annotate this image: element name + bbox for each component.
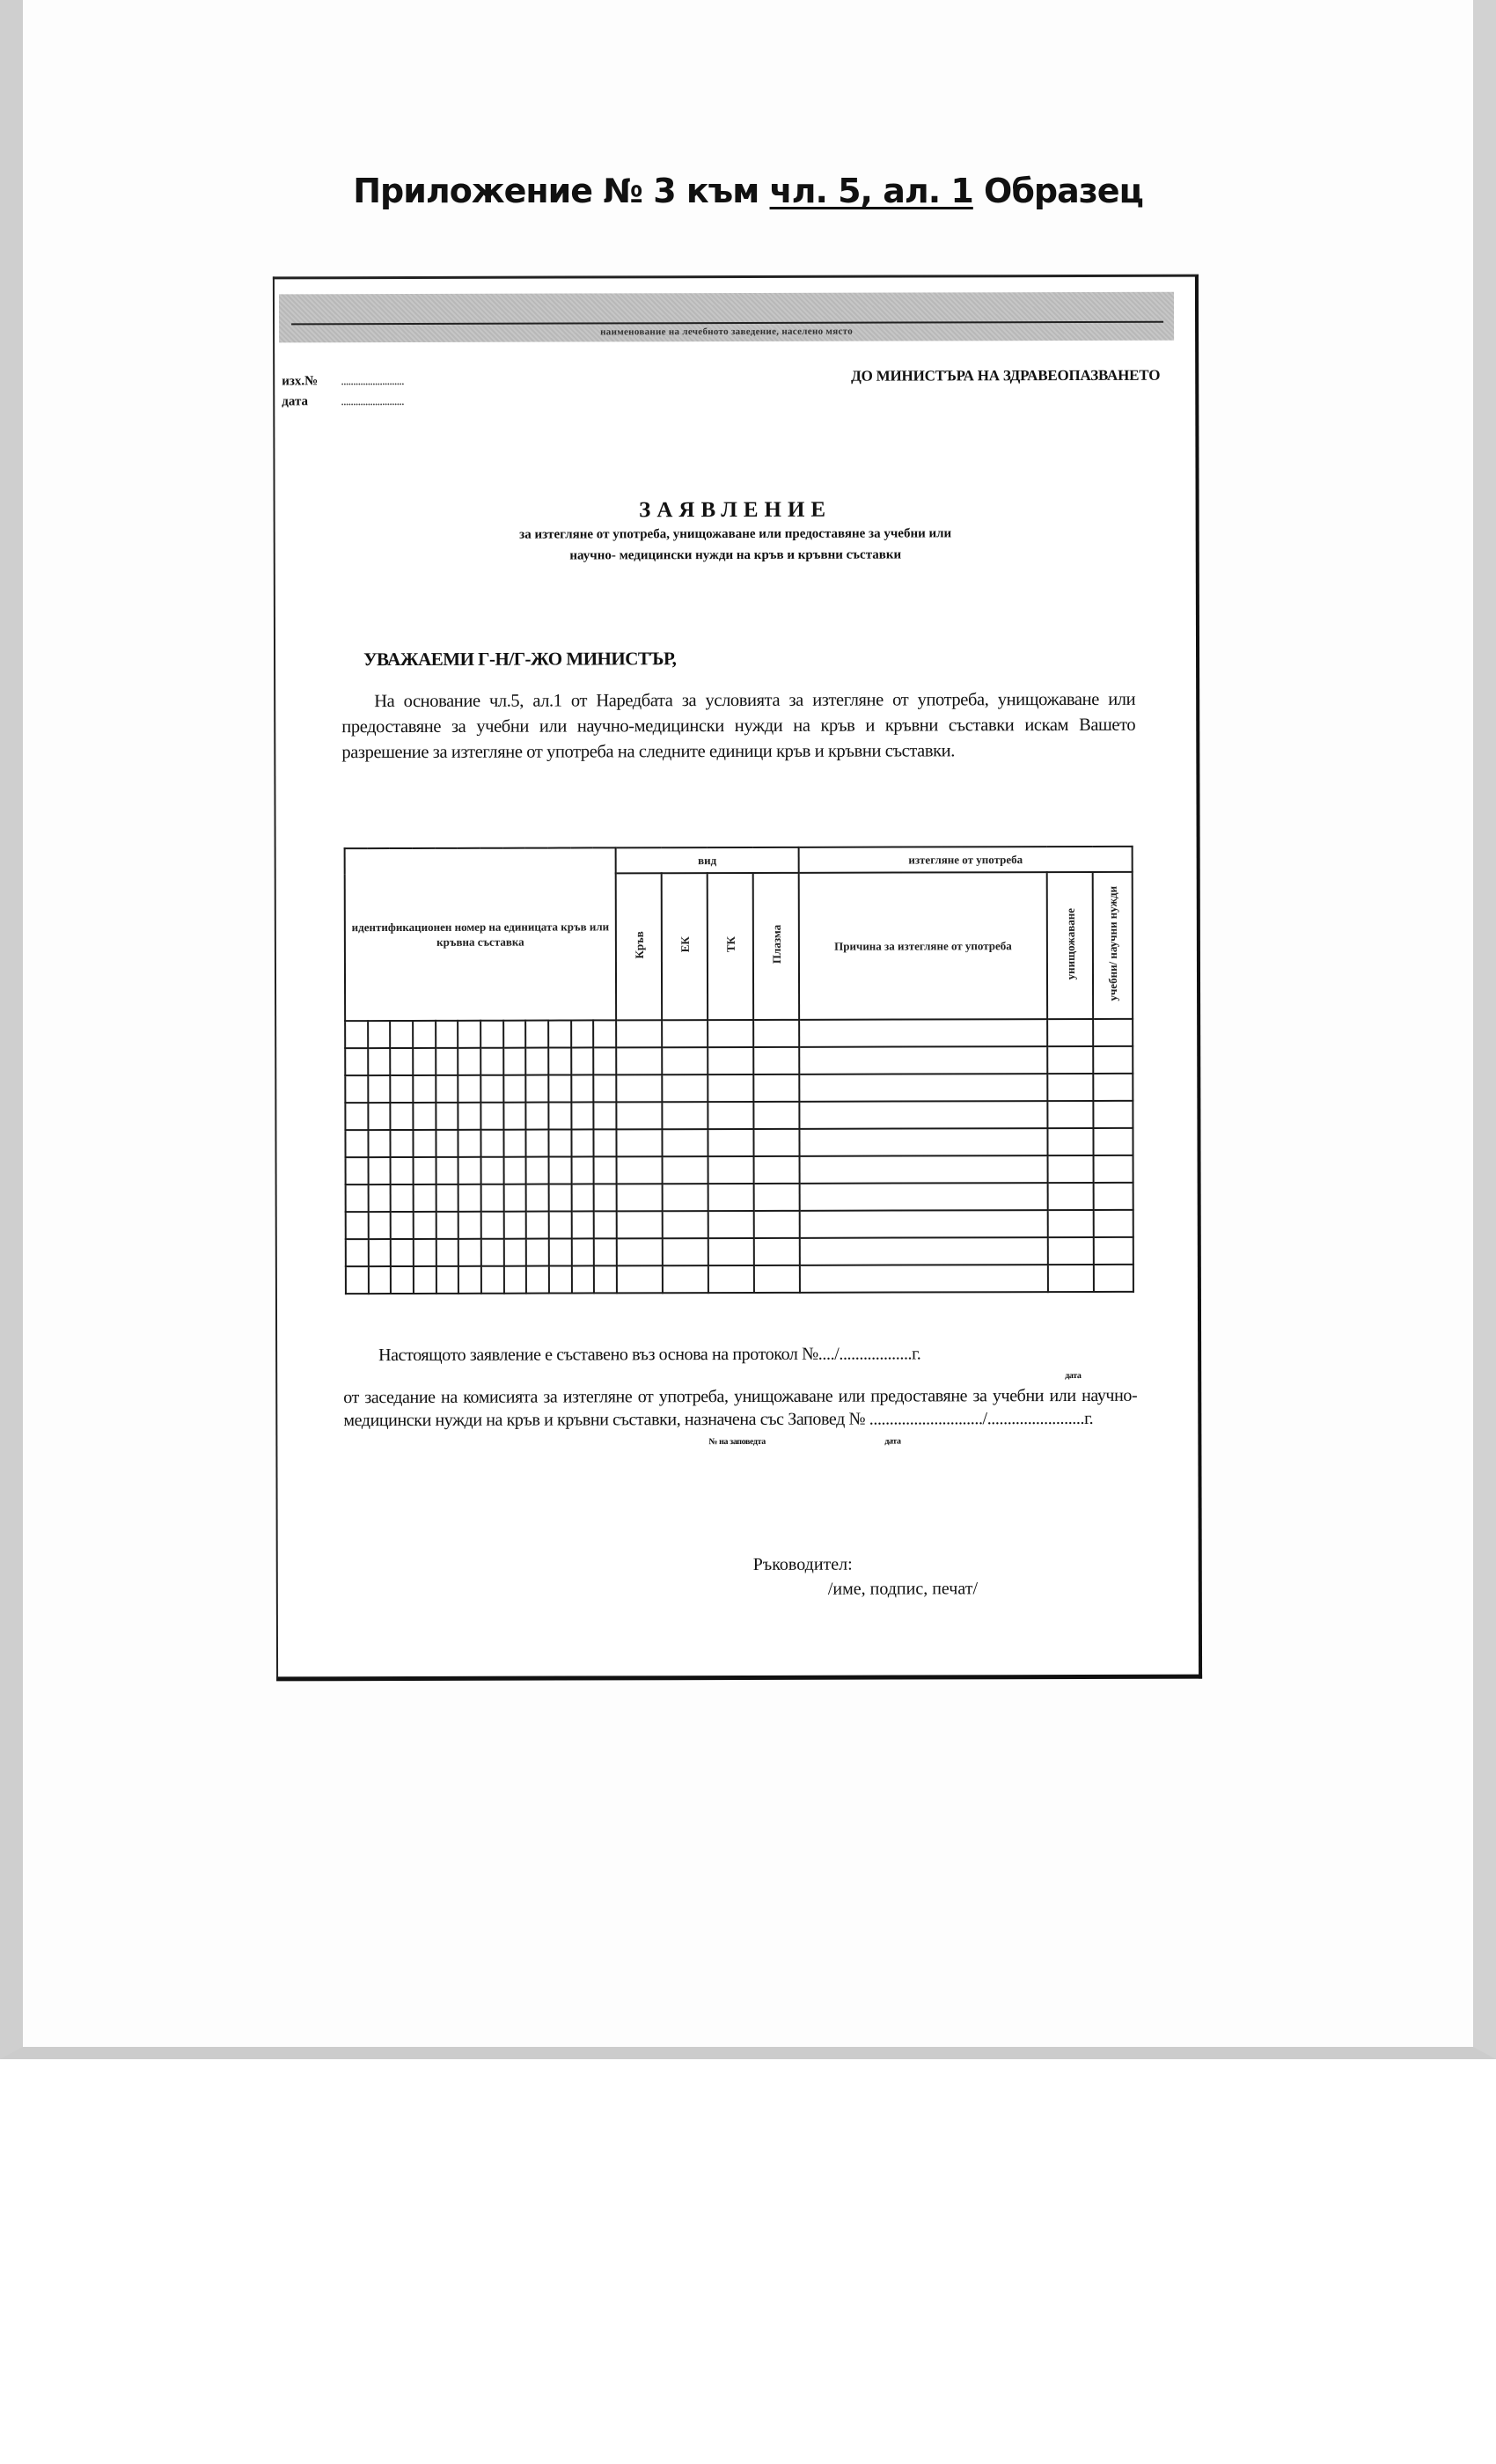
id-digit-cell[interactable] [480,1103,503,1130]
signatory-block [753,1551,978,1602]
type-cell[interactable] [708,1211,754,1238]
reason-cell[interactable] [799,1101,1047,1129]
document-heading [275,497,1196,567]
id-digit-cell[interactable] [526,1103,549,1130]
id-digit-cell[interactable] [480,1130,503,1157]
id-digit-cell[interactable] [480,1157,503,1184]
date-label: дата [282,394,309,409]
id-digit-cell[interactable] [503,1130,526,1157]
id-digit-cell[interactable] [571,1238,594,1265]
id-digit-cell[interactable] [548,1129,571,1156]
id-digit-cell[interactable] [414,1266,436,1294]
id-digit-cell[interactable] [368,1048,391,1075]
id-digit-cell[interactable] [549,1211,572,1238]
id-digit-cell[interactable] [436,1266,458,1294]
id-digit-cell[interactable] [368,1239,391,1266]
id-digit-cell[interactable] [413,1130,436,1157]
type-cell[interactable] [662,1047,708,1074]
id-digit-cell[interactable] [345,1021,368,1048]
destruction-cell[interactable] [1047,1101,1093,1128]
blood-units-table [344,846,1134,1294]
date-field[interactable]: .......................... [341,393,404,409]
id-digit-cell[interactable] [369,1266,392,1294]
id-digit-cell[interactable] [391,1184,414,1212]
id-digit-cell[interactable] [345,1048,368,1075]
id-digit-cell[interactable] [368,1130,391,1157]
destruction-cell[interactable] [1047,1046,1093,1074]
id-digit-cell[interactable] [526,1266,549,1294]
appendix-prefix: Приложение № 3 към [353,172,770,210]
type-cell[interactable] [708,1156,754,1184]
destruction-cell[interactable] [1048,1210,1094,1237]
id-digit-cell[interactable] [414,1157,436,1184]
id-digit-cell[interactable] [526,1075,549,1103]
type-cell[interactable] [753,1047,799,1074]
withdrawal-group-header: изтегляне от употреба [799,847,1133,873]
request-paragraph: На основание чл.5, ал.1 от Наредбата за условията за изтегляне от употреба, унищожаване или предоставяне за учебни или научно-медицински нужди на кръв и кръвни съставки искам Вашето разрешение за изтегляне от употреба на следните единици кръв и кръвни съставки. [341,689,1136,763]
id-digit-cell[interactable] [526,1157,549,1184]
destruction-cell[interactable] [1048,1128,1094,1155]
id-digit-cell[interactable] [458,1266,481,1294]
institution-field[interactable] [279,292,1174,343]
id-digit-cell[interactable] [503,1239,526,1266]
committee-text: от заседание на комисията за изтегляне от употреба, унищожаване или предоставяне за учебни или научно-медицински нужди на кръв и кръвни съставки, назначена със Заповед № ............................/........................г. [343,1385,1138,1431]
id-digit-cell[interactable] [549,1265,572,1293]
id-digit-cell[interactable] [594,1211,617,1238]
type-cell[interactable] [617,1156,663,1184]
reason-header: Причина за изтегляне от употреба [799,872,1047,1020]
document-subtitle-line2: научно- медицински нужди на кръв и кръвни съставки [569,547,902,563]
salutation: УВАЖАЕМИ Г-Н/Г-ЖО МИНИСТЪР, [363,648,677,671]
id-digit-cell[interactable] [346,1184,369,1212]
education-cell[interactable] [1094,1128,1133,1155]
table-row [345,1046,1133,1075]
education-cell[interactable] [1094,1210,1133,1237]
id-digit-cell[interactable] [571,1047,594,1074]
type-cell[interactable] [663,1184,708,1211]
id-digit-cell[interactable] [390,1021,413,1048]
id-digit-cell[interactable] [368,1103,391,1130]
institution-caption: наименование на лечебното заведение, населено място [600,326,854,338]
education-cell[interactable] [1094,1183,1133,1210]
reason-cell[interactable] [800,1155,1048,1184]
appendix-title [0,172,1496,210]
id-digit-cell[interactable] [571,1074,594,1102]
type-group-header: вид [616,847,799,874]
appendix-suffix: Образец [972,172,1143,210]
id-digit-cell[interactable] [548,1047,571,1074]
reason-cell[interactable] [799,1019,1047,1047]
type-cell[interactable] [663,1156,708,1184]
education-cell[interactable] [1093,1046,1133,1074]
id-digit-cell[interactable] [458,1021,480,1048]
id-digit-cell[interactable] [458,1075,481,1103]
protocol-date-caption: дата [1065,1370,1082,1382]
id-digit-cell[interactable] [391,1048,414,1075]
id-digit-cell[interactable] [571,1156,594,1184]
id-digit-cell[interactable] [436,1048,458,1075]
id-digit-cell[interactable] [526,1212,549,1239]
id-digit-cell[interactable] [413,1048,436,1075]
id-digit-cell[interactable] [480,1075,503,1103]
type-header-blood: Кръв [616,873,662,1020]
type-header-tk: ТК [708,873,753,1020]
id-digit-cell[interactable] [503,1021,526,1048]
type-cell[interactable] [662,1074,708,1102]
id-digit-cell[interactable] [391,1266,414,1294]
id-digit-cell[interactable] [345,1103,368,1130]
id-digit-cell[interactable] [503,1266,526,1294]
id-digit-cell[interactable] [594,1156,617,1184]
type-cell[interactable] [662,1129,708,1156]
type-cell[interactable] [754,1265,800,1293]
id-digit-cell[interactable] [458,1212,481,1239]
reason-cell[interactable] [800,1210,1048,1238]
id-digit-cell[interactable] [481,1266,504,1294]
id-digit-cell[interactable] [391,1075,414,1103]
footer-paragraph [343,1342,1138,1448]
id-digit-cell[interactable] [593,1047,616,1074]
destruction-cell[interactable] [1048,1265,1094,1292]
reason-cell[interactable] [800,1265,1048,1293]
id-digit-cell[interactable] [503,1184,526,1212]
id-digit-cell[interactable] [391,1212,414,1239]
education-cell[interactable] [1094,1237,1133,1265]
education-cell[interactable] [1094,1265,1133,1292]
id-digit-cell[interactable] [594,1129,617,1156]
id-digit-cell[interactable] [526,1184,549,1212]
type-cell[interactable] [616,1020,662,1047]
id-digit-cell[interactable] [436,1239,458,1266]
id-digit-cell[interactable] [413,1075,436,1103]
table-row [345,1128,1133,1157]
type-cell[interactable] [708,1074,753,1102]
type-cell[interactable] [708,1047,753,1074]
destruction-cell[interactable] [1048,1183,1094,1210]
id-digit-cell[interactable] [413,1103,436,1130]
id-digit-cell[interactable] [548,1020,571,1047]
reason-cell[interactable] [799,1074,1047,1102]
id-digit-cell[interactable] [571,1129,594,1156]
id-digit-cell[interactable] [571,1184,594,1211]
type-cell[interactable] [617,1184,663,1211]
id-digit-cell[interactable] [345,1075,368,1103]
id-digit-cell[interactable] [458,1103,481,1130]
table-row [346,1155,1133,1184]
id-digit-cell[interactable] [458,1157,481,1184]
type-cell[interactable] [616,1102,662,1129]
id-digit-cell[interactable] [346,1239,369,1266]
id-digit-cell[interactable] [548,1156,571,1184]
type-cell[interactable] [616,1074,662,1102]
type-cell[interactable] [754,1156,800,1184]
id-digit-cell[interactable] [481,1212,504,1239]
order-date-caption: дата [884,1436,901,1447]
id-digit-cell[interactable] [594,1184,617,1211]
id-digit-cell[interactable] [480,1021,503,1048]
destruction-cell[interactable] [1047,1019,1093,1046]
id-digit-cell[interactable] [594,1102,617,1129]
id-digit-cell[interactable] [594,1265,617,1293]
type-header-plasma: Плазма [753,873,799,1020]
protocol-line: Настоящото заявление е съставено въз основа на протокол №..../..................г. [378,1344,921,1366]
type-cell[interactable] [753,1020,799,1047]
signatory-hint[interactable]: /име, подпис, печат/ [827,1579,979,1599]
type-cell[interactable] [663,1211,708,1238]
type-cell[interactable] [708,1238,754,1265]
id-digit-cell[interactable] [413,1021,436,1048]
id-digit-cell[interactable] [436,1130,458,1157]
id-digit-cell[interactable] [391,1157,414,1184]
type-cell[interactable] [708,1265,754,1293]
outgoing-meta [282,371,404,412]
id-digit-cell[interactable] [548,1074,571,1102]
id-digit-cell[interactable] [346,1157,369,1184]
id-digit-cell[interactable] [391,1103,414,1130]
education-cell[interactable] [1093,1101,1133,1128]
form-frame [273,275,1202,1682]
id-digit-cell[interactable] [458,1239,481,1266]
id-digit-cell[interactable] [526,1239,549,1266]
id-digit-cell[interactable] [480,1048,503,1075]
reason-cell[interactable] [800,1237,1048,1265]
order-number-caption: № на заповедта [708,1436,766,1448]
id-digit-cell[interactable] [436,1212,458,1239]
education-header: учебни/ научни нужди [1093,872,1133,1019]
reason-cell[interactable] [800,1128,1048,1156]
id-digit-cell[interactable] [525,1048,548,1075]
id-digit-cell[interactable] [391,1130,414,1157]
id-digit-cell[interactable] [526,1130,549,1157]
id-digit-cell[interactable] [346,1266,369,1294]
type-cell[interactable] [617,1265,663,1293]
signatory-label: Ръководител: [752,1554,853,1574]
id-digit-cell[interactable] [368,1184,391,1212]
table-row [346,1237,1133,1266]
education-cell[interactable] [1093,1019,1133,1046]
id-digit-cell[interactable] [345,1130,368,1157]
id-digit-cell[interactable] [436,1157,458,1184]
id-digit-cell[interactable] [368,1157,391,1184]
document-title: ЗАЯВЛЕНИЕ [639,497,832,523]
id-digit-cell[interactable] [458,1048,480,1075]
type-cell[interactable] [663,1238,708,1265]
type-cell[interactable] [616,1047,662,1074]
education-cell[interactable] [1094,1155,1133,1183]
id-digit-cell[interactable] [594,1238,617,1265]
id-digit-cell[interactable] [549,1238,572,1265]
id-digit-cell[interactable] [458,1184,481,1212]
type-cell[interactable] [617,1211,663,1238]
id-digit-cell[interactable] [571,1102,594,1129]
reason-cell[interactable] [799,1046,1047,1074]
id-digit-cell[interactable] [436,1075,458,1103]
id-digit-cell[interactable] [549,1184,572,1211]
id-digit-cell[interactable] [594,1074,617,1102]
id-digit-cell[interactable] [503,1212,526,1239]
id-digit-cell[interactable] [503,1103,526,1130]
type-cell[interactable] [754,1238,800,1265]
type-cell[interactable] [616,1129,662,1156]
destruction-cell[interactable] [1048,1237,1094,1265]
outgoing-no-label: изх.№ [282,374,319,389]
id-number-header: идентификационен номер на единицата кръв или кръвна съставка [345,847,617,1021]
id-digit-cell[interactable] [571,1211,594,1238]
id-digit-cell[interactable] [571,1020,594,1047]
id-digit-cell[interactable] [481,1184,504,1212]
type-cell[interactable] [708,1184,754,1211]
id-digit-cell[interactable] [368,1212,391,1239]
type-cell[interactable] [662,1102,708,1129]
id-digit-cell[interactable] [436,1103,458,1130]
id-digit-cell[interactable] [436,1021,458,1048]
type-cell[interactable] [662,1020,708,1047]
type-header-ek: ЕК [662,873,708,1020]
type-cell[interactable] [753,1129,799,1156]
reason-cell[interactable] [800,1183,1048,1211]
id-digit-cell[interactable] [481,1239,504,1266]
id-digit-cell[interactable] [503,1048,526,1075]
id-digit-cell[interactable] [436,1184,458,1212]
id-digit-cell[interactable] [414,1212,436,1239]
destruction-cell[interactable] [1047,1074,1093,1101]
id-digit-cell[interactable] [503,1157,526,1184]
type-cell[interactable] [754,1211,800,1238]
id-digit-cell[interactable] [368,1021,391,1048]
id-digit-cell[interactable] [593,1020,616,1047]
id-digit-cell[interactable] [548,1102,571,1129]
id-digit-cell[interactable] [368,1075,391,1103]
id-digit-cell[interactable] [525,1021,548,1048]
table-row [346,1183,1133,1212]
type-cell[interactable] [753,1074,799,1102]
id-digit-cell[interactable] [346,1212,369,1239]
destruction-cell[interactable] [1048,1155,1094,1183]
outgoing-no-field[interactable]: .......................... [341,373,404,389]
type-cell[interactable] [663,1265,708,1293]
id-digit-cell[interactable] [571,1265,594,1293]
table-row [345,1074,1133,1103]
institution-line [291,321,1163,326]
table-row [345,1019,1133,1048]
recipient: ДО МИНИСТЪРА НА ЗДРАВЕОПАЗВАНЕТО [851,366,1161,385]
article-link[interactable]: чл. 5, ал. 1 [769,172,973,210]
table-row [345,1101,1133,1130]
type-cell[interactable] [753,1102,799,1129]
destruction-header: унищожаване [1047,872,1093,1019]
type-cell[interactable] [617,1238,663,1265]
type-cell[interactable] [754,1184,800,1211]
education-cell[interactable] [1093,1074,1133,1101]
id-digit-cell[interactable] [458,1130,481,1157]
type-cell[interactable] [708,1129,753,1156]
table-row [346,1265,1133,1294]
id-digit-cell[interactable] [414,1239,436,1266]
id-digit-cell[interactable] [391,1239,414,1266]
type-cell[interactable] [708,1102,753,1129]
id-digit-cell[interactable] [414,1184,436,1212]
document-subtitle-line1: за изтегляне от употреба, унищожаване или предоставяне за учебни или [519,526,952,542]
id-digit-cell[interactable] [503,1075,526,1103]
type-cell[interactable] [708,1020,753,1047]
table-row [346,1210,1133,1239]
